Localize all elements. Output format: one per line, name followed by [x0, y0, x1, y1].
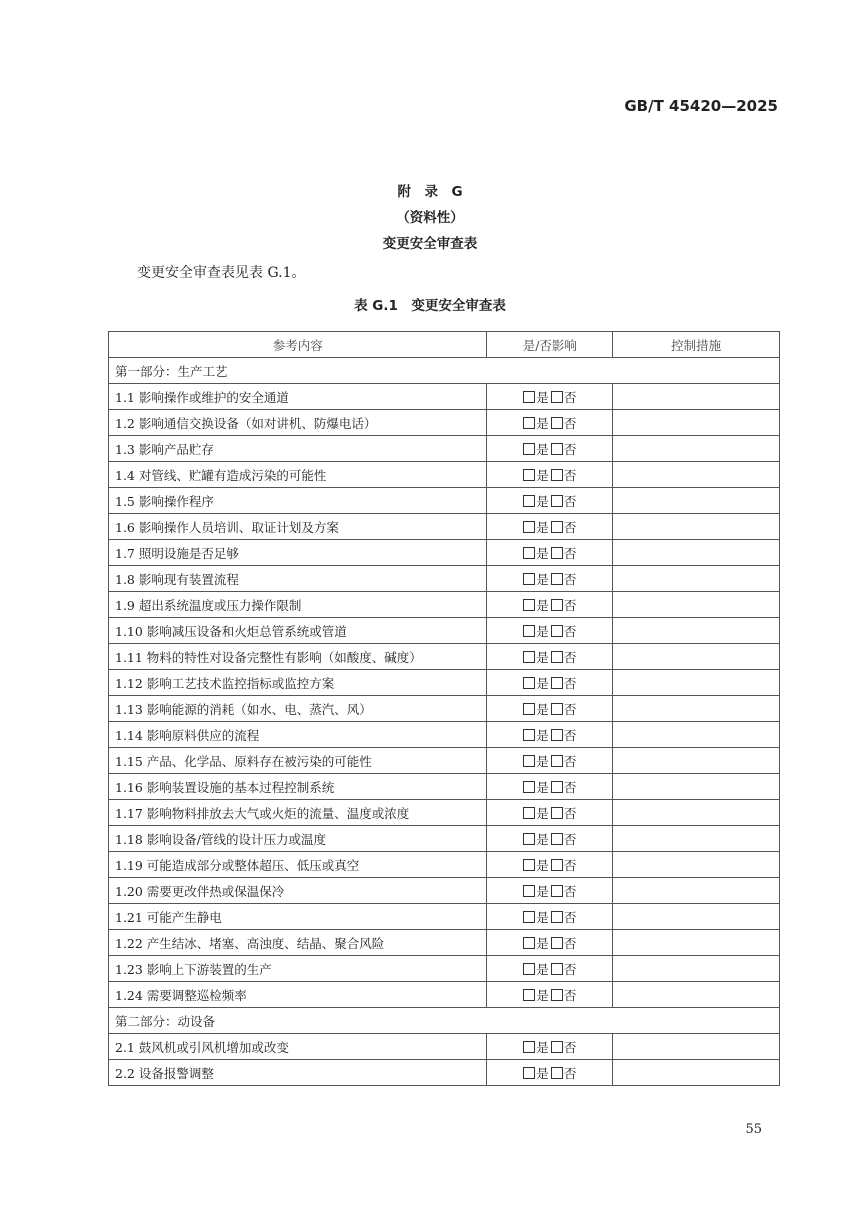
item-text: 1.13 影响能源的消耗（如水、电、蒸汽、风）: [109, 696, 487, 722]
no-label: 否: [563, 597, 577, 613]
impact-cell: [487, 384, 613, 410]
impact-cell: [487, 436, 613, 462]
item-text: 1.2 影响通信交换设备（如对讲机、防爆电话）: [109, 410, 487, 436]
yes-label: 是: [536, 649, 549, 665]
yes-checkbox[interactable]: [523, 599, 535, 611]
no-label: 否: [563, 571, 577, 587]
table-row: [109, 1060, 780, 1086]
impact-cell: [487, 566, 613, 592]
table-row: [109, 410, 780, 436]
section-row: [109, 358, 780, 384]
control-measure-cell[interactable]: [613, 488, 780, 514]
no-label: 否: [563, 753, 577, 769]
yes-label: 是: [536, 961, 549, 977]
no-label: 否: [563, 623, 577, 639]
control-measure-cell[interactable]: [613, 748, 780, 774]
impact-cell: [487, 644, 613, 670]
yes-label: 是: [536, 467, 549, 483]
no-label: 否: [563, 493, 577, 509]
control-measure-cell[interactable]: [613, 1034, 780, 1060]
header-content: 参考内容: [109, 332, 487, 358]
control-measure-cell[interactable]: [613, 904, 780, 930]
impact-cell: [487, 618, 613, 644]
item-text: 1.3 影响产品贮存: [109, 436, 487, 462]
yes-checkbox[interactable]: [523, 677, 535, 689]
item-text: 1.5 影响操作程序: [109, 488, 487, 514]
no-label: 否: [563, 519, 577, 535]
item-text: 1.6 影响操作人员培训、取证计划及方案: [109, 514, 487, 540]
no-label: 否: [563, 1039, 577, 1055]
yes-checkbox[interactable]: [523, 807, 535, 819]
yes-label: 是: [536, 597, 549, 613]
impact-cell: [487, 1034, 613, 1060]
item-text: 1.4 对管线、贮罐有造成污染的可能性: [109, 462, 487, 488]
appendix-title: 附 录 G: [397, 184, 463, 200]
yes-checkbox[interactable]: [523, 1067, 535, 1079]
no-label: 否: [563, 701, 577, 717]
yes-checkbox[interactable]: [523, 885, 535, 897]
control-measure-cell[interactable]: [613, 592, 780, 618]
header-controls: 控制措施: [613, 332, 780, 358]
control-measure-cell[interactable]: [613, 384, 780, 410]
table-row: [109, 488, 780, 514]
no-checkbox[interactable]: [551, 573, 563, 585]
impact-cell: [487, 800, 613, 826]
impact-cell: [487, 670, 613, 696]
impact-cell: [487, 488, 613, 514]
table-row: [109, 982, 780, 1008]
yes-label: 是: [536, 415, 549, 431]
yes-checkbox[interactable]: [523, 781, 535, 793]
yes-checkbox[interactable]: [523, 651, 535, 663]
no-checkbox[interactable]: [551, 729, 563, 741]
item-text: 1.19 可能造成部分或整体超压、低压或真空: [109, 852, 487, 878]
item-text: 2.2 设备报警调整: [109, 1060, 487, 1086]
yes-checkbox[interactable]: [523, 911, 535, 923]
table-row: [109, 566, 780, 592]
yes-checkbox[interactable]: [523, 391, 535, 403]
impact-cell: [487, 696, 613, 722]
yes-checkbox[interactable]: [523, 729, 535, 741]
item-text: 1.1 影响操作或维护的安全通道: [109, 384, 487, 410]
control-measure-cell[interactable]: [613, 644, 780, 670]
no-checkbox[interactable]: [551, 547, 563, 559]
table-caption: 表 G.1 变更安全审查表: [354, 298, 506, 314]
yes-label: 是: [536, 701, 549, 717]
impact-cell: [487, 1060, 613, 1086]
item-text: 1.9 超出系统温度或压力操作限制: [109, 592, 487, 618]
item-text: 1.15 产品、化学品、原料存在被污染的可能性: [109, 748, 487, 774]
standard-number: GB/T 45420—2025: [624, 97, 778, 115]
yes-label: 是: [536, 545, 549, 561]
yes-checkbox[interactable]: [523, 573, 535, 585]
control-measure-cell[interactable]: [613, 540, 780, 566]
yes-checkbox[interactable]: [523, 703, 535, 715]
table-row: [109, 436, 780, 462]
yes-label: 是: [536, 831, 549, 847]
no-checkbox[interactable]: [551, 469, 563, 481]
intro-text: 变更安全审查表见表 G.1。: [137, 265, 306, 281]
no-label: 否: [563, 649, 577, 665]
impact-cell: [487, 410, 613, 436]
yes-label: 是: [536, 623, 549, 639]
impact-cell: [487, 956, 613, 982]
appendix-type: （资料性）: [396, 210, 464, 226]
yes-checkbox[interactable]: [523, 755, 535, 767]
no-label: 否: [563, 441, 577, 457]
impact-cell: [487, 748, 613, 774]
yes-label: 是: [536, 857, 549, 873]
yes-checkbox[interactable]: [523, 495, 535, 507]
table-row: [109, 540, 780, 566]
control-measure-cell[interactable]: [613, 722, 780, 748]
table-row: [109, 722, 780, 748]
no-label: 否: [563, 935, 577, 951]
no-label: 否: [563, 415, 577, 431]
no-label: 否: [563, 857, 577, 873]
no-checkbox[interactable]: [551, 703, 563, 715]
yes-label: 是: [536, 779, 549, 795]
table-row: [109, 826, 780, 852]
yes-label: 是: [536, 1039, 549, 1055]
yes-checkbox[interactable]: [523, 1041, 535, 1053]
impact-cell: [487, 592, 613, 618]
no-checkbox[interactable]: [551, 937, 563, 949]
impact-cell: [487, 982, 613, 1008]
yes-label: 是: [536, 909, 549, 925]
no-label: 否: [563, 389, 577, 405]
table-row: [109, 956, 780, 982]
control-measure-cell[interactable]: [613, 670, 780, 696]
impact-cell: [487, 904, 613, 930]
no-checkbox[interactable]: [551, 989, 563, 1001]
yes-label: 是: [536, 805, 549, 821]
yes-checkbox[interactable]: [523, 833, 535, 845]
item-text: 1.22 产生结冰、堵塞、高浊度、结晶、聚合风险: [109, 930, 487, 956]
item-text: 1.7 照明设施是否足够: [109, 540, 487, 566]
no-checkbox[interactable]: [551, 885, 563, 897]
yes-label: 是: [536, 1065, 549, 1081]
control-measure-cell[interactable]: [613, 462, 780, 488]
table-row: [109, 930, 780, 956]
table-header: [109, 332, 780, 358]
impact-cell: [487, 878, 613, 904]
table-row: [109, 904, 780, 930]
item-text: 1.17 影响物料排放去大气或火炬的流量、温度或浓度: [109, 800, 487, 826]
section-row: [109, 1008, 780, 1034]
table-row: [109, 696, 780, 722]
yes-checkbox[interactable]: [523, 937, 535, 949]
control-measure-cell[interactable]: [613, 566, 780, 592]
no-checkbox[interactable]: [551, 521, 563, 533]
table-row: [109, 592, 780, 618]
yes-checkbox[interactable]: [523, 989, 535, 1001]
no-label: 否: [563, 805, 577, 821]
appendix-name: 变更安全审查表: [382, 236, 478, 252]
header-impact: 是/否影响: [487, 332, 613, 358]
table-row: [109, 878, 780, 904]
no-label: 否: [563, 961, 577, 977]
control-measure-cell[interactable]: [613, 618, 780, 644]
item-text: 1.16 影响装置设施的基本过程控制系统: [109, 774, 487, 800]
no-checkbox[interactable]: [551, 755, 563, 767]
control-measure-cell[interactable]: [613, 774, 780, 800]
control-measure-cell[interactable]: [613, 982, 780, 1008]
yes-label: 是: [536, 675, 549, 691]
yes-checkbox[interactable]: [523, 469, 535, 481]
impact-cell: [487, 722, 613, 748]
no-label: 否: [563, 831, 577, 847]
yes-label: 是: [536, 493, 549, 509]
item-text: 2.1 鼓风机或引风机增加或改变: [109, 1034, 487, 1060]
yes-checkbox[interactable]: [523, 547, 535, 559]
table-row: [109, 462, 780, 488]
control-measure-cell[interactable]: [613, 436, 780, 462]
control-measure-cell[interactable]: [613, 514, 780, 540]
item-text: 1.14 影响原料供应的流程: [109, 722, 487, 748]
item-text: 1.11 物料的特性对设备完整性有影响（如酸度、碱度）: [109, 644, 487, 670]
no-checkbox[interactable]: [551, 625, 563, 637]
control-measure-cell[interactable]: [613, 696, 780, 722]
item-text: 1.12 影响工艺技术监控指标或监控方案: [109, 670, 487, 696]
no-checkbox[interactable]: [551, 599, 563, 611]
item-text: 1.21 可能产生静电: [109, 904, 487, 930]
yes-label: 是: [536, 753, 549, 769]
no-label: 否: [563, 727, 577, 743]
impact-cell: [487, 826, 613, 852]
no-checkbox[interactable]: [551, 443, 563, 455]
table-row: [109, 384, 780, 410]
yes-label: 是: [536, 935, 549, 951]
no-label: 否: [563, 909, 577, 925]
control-measure-cell[interactable]: [613, 800, 780, 826]
no-checkbox[interactable]: [551, 911, 563, 923]
no-label: 否: [563, 779, 577, 795]
section-title: 第一部分：生产工艺: [109, 358, 780, 384]
no-label: 否: [563, 987, 577, 1003]
yes-label: 是: [536, 571, 549, 587]
table-row: [109, 670, 780, 696]
item-text: 1.8 影响现有装置流程: [109, 566, 487, 592]
no-checkbox[interactable]: [551, 651, 563, 663]
section-title: 第二部分：动设备: [109, 1008, 780, 1034]
no-label: 否: [563, 883, 577, 899]
impact-cell: [487, 774, 613, 800]
no-checkbox[interactable]: [551, 1041, 563, 1053]
no-label: 否: [563, 675, 577, 691]
impact-cell: [487, 852, 613, 878]
item-text: 1.20 需要更改伴热或保温保冷: [109, 878, 487, 904]
yes-checkbox[interactable]: [523, 521, 535, 533]
yes-label: 是: [536, 987, 549, 1003]
no-checkbox[interactable]: [551, 859, 563, 871]
no-label: 否: [563, 467, 577, 483]
yes-checkbox[interactable]: [523, 963, 535, 975]
table-row: [109, 748, 780, 774]
impact-cell: [487, 514, 613, 540]
impact-cell: [487, 540, 613, 566]
yes-label: 是: [536, 883, 549, 899]
yes-checkbox[interactable]: [523, 625, 535, 637]
yes-label: 是: [536, 441, 549, 457]
no-checkbox[interactable]: [551, 1067, 563, 1079]
impact-cell: [487, 462, 613, 488]
table-row: [109, 852, 780, 878]
table-row: [109, 774, 780, 800]
table-row: [109, 514, 780, 540]
yes-label: 是: [536, 727, 549, 743]
impact-cell: [487, 930, 613, 956]
yes-checkbox[interactable]: [523, 859, 535, 871]
no-checkbox[interactable]: [551, 963, 563, 975]
control-measure-cell[interactable]: [613, 956, 780, 982]
control-measure-cell[interactable]: [613, 826, 780, 852]
no-checkbox[interactable]: [551, 781, 563, 793]
no-checkbox[interactable]: [551, 495, 563, 507]
no-checkbox[interactable]: [551, 677, 563, 689]
control-measure-cell[interactable]: [613, 852, 780, 878]
item-text: 1.23 影响上下游装置的生产: [109, 956, 487, 982]
no-label: 否: [563, 545, 577, 561]
page-number: 55: [745, 1122, 762, 1137]
item-text: 1.18 影响设备/管线的设计压力或温度: [109, 826, 487, 852]
control-measure-cell[interactable]: [613, 1060, 780, 1086]
item-text: 1.10 影响减压设备和火炬总管系统或管道: [109, 618, 487, 644]
yes-label: 是: [536, 519, 549, 535]
table-row: [109, 644, 780, 670]
no-checkbox[interactable]: [551, 417, 563, 429]
control-measure-cell[interactable]: [613, 410, 780, 436]
yes-label: 是: [536, 389, 549, 405]
yes-checkbox[interactable]: [523, 417, 535, 429]
no-label: 否: [563, 1065, 577, 1081]
table-row: [109, 618, 780, 644]
table-row: [109, 1034, 780, 1060]
control-measure-cell[interactable]: [613, 930, 780, 956]
item-text: 1.24 需要调整巡检频率: [109, 982, 487, 1008]
no-checkbox[interactable]: [551, 833, 563, 845]
no-checkbox[interactable]: [551, 807, 563, 819]
no-checkbox[interactable]: [551, 391, 563, 403]
yes-checkbox[interactable]: [523, 443, 535, 455]
table-row: [109, 800, 780, 826]
control-measure-cell[interactable]: [613, 878, 780, 904]
review-table: [108, 331, 780, 1086]
